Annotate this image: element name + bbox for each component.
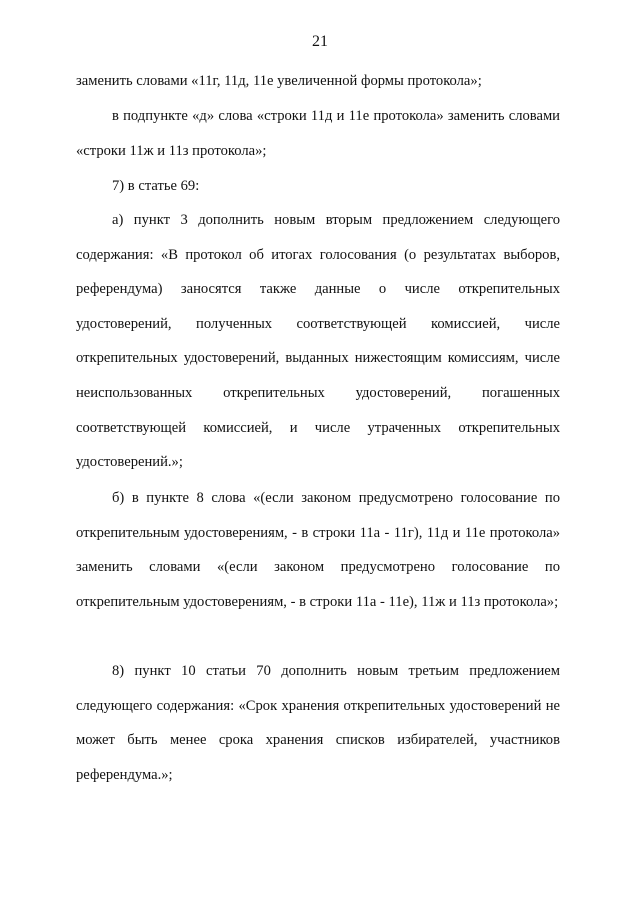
paragraph-subitem-b bbox=[76, 481, 560, 619]
paragraph-6: 8) пункт 10 статьи 70 дополнить новым третьим предложением следующего содержания: «Срок хранения открепительных удостоверений не может быть менее срока хранения списков избирателей, участников референдума.»; bbox=[76, 663, 560, 783]
page-number: 21 bbox=[312, 33, 328, 50]
paragraph-4: а) пункт 3 дополнить новым вторым предложением следующего содержания: «В протокол об итогах голосования (о результатах выборов, референдума) заносятся также данные о числе открепительных удостоверений, полученных соответствующей комиссией, числе открепительных удостоверений, выданных нижестоящим комиссиям, числе неиспользованных открепительных удостоверений, погашенных соответствующей комиссией, и числе утраченных открепительных удостоверений.»; bbox=[76, 212, 560, 471]
paragraph-subitem-d bbox=[76, 99, 560, 168]
paragraph-item-8 bbox=[76, 654, 560, 792]
paragraph-2: в подпункте «д» слова «строки 11д и 11е протокола» заменить словами «строки 11ж и 11з протокола»; bbox=[76, 108, 560, 159]
paragraph-continuation bbox=[76, 64, 560, 99]
paragraph-subitem-a bbox=[76, 203, 560, 480]
paragraph-5: б) в пункте 8 слова «(если законом предусмотрено голосование по открепительным удостоверениям, - в строки 11а - 11г), 11д и 11е протокола» заменить словами «(если законом предусмотрено голосование по открепительным удостоверениям, - в строки 11а - 11е), 11ж и 11з протокола»; bbox=[76, 490, 560, 610]
paragraph-item-7 bbox=[76, 169, 560, 204]
paragraph-3: 7) в статье 69: bbox=[112, 178, 200, 194]
paragraph-1: заменить словами «11г, 11д, 11е увеличенной формы протокола»; bbox=[76, 73, 482, 89]
